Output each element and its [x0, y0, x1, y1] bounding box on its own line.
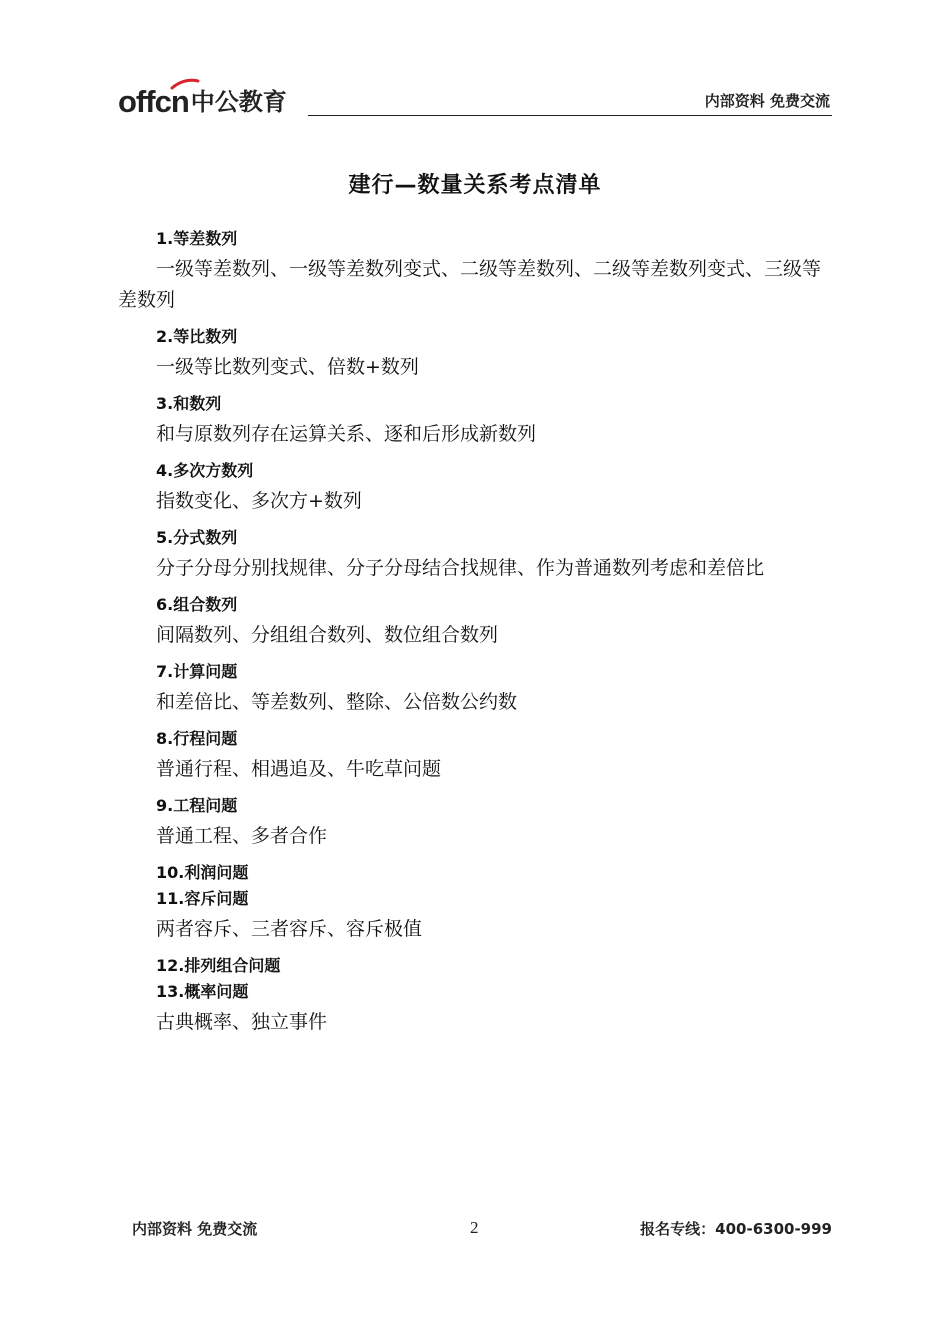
section-title: 8.行程问题 — [156, 729, 238, 748]
section-description: 普通行程、相遇追及、牛吃草问题 — [156, 758, 442, 780]
section-description: 普通工程、多者合作 — [156, 825, 328, 847]
page-number: 2 — [470, 1218, 479, 1237]
section-title: 12.排列组合问题 — [156, 956, 281, 975]
logo-latin-text: offcn — [118, 84, 189, 119]
section-description: 古典概率、独立事件 — [156, 1011, 328, 1033]
section-title: 9.工程问题 — [156, 796, 238, 815]
offcn-logo — [118, 78, 287, 118]
section-title: 7.计算问题 — [156, 662, 238, 681]
section-title: 11.容斥问题 — [156, 889, 249, 908]
section-description: 一级等比数列变式、倍数+数列 — [156, 356, 419, 378]
section-description: 一级等差数列、一级等差数列变式、二级等差数列、二级等差数列变式、三级等差数列 — [118, 258, 822, 311]
page-header — [118, 78, 832, 118]
logo-swoosh-icon — [170, 78, 200, 90]
section-description: 两者容斥、三者容斥、容斥极值 — [156, 918, 423, 940]
section-list — [118, 228, 832, 1048]
document-title: 建行—数量关系考点清单 — [348, 173, 602, 198]
section-title: 2.等比数列 — [156, 327, 238, 346]
logo-chinese-text: 中公教育 — [190, 88, 287, 116]
section-title: 5.分式数列 — [156, 528, 238, 547]
section-description: 分子分母分别找规律、分子分母结合找规律、作为普通数列考虑和差倍比 — [156, 557, 765, 579]
section-title: 6.组合数列 — [156, 595, 238, 614]
page-footer — [0, 1218, 950, 1242]
registration-hotline: 报名专线：400-6300-999 — [640, 1220, 832, 1238]
header-rule — [308, 115, 832, 116]
section-title: 13.概率问题 — [156, 982, 249, 1001]
footer-note: 内部资料 免费交流 — [132, 1220, 258, 1238]
section-description: 和差倍比、等差数列、整除、公倍数公约数 — [156, 691, 518, 713]
section-title: 4.多次方数列 — [156, 461, 254, 480]
section-title: 1.等差数列 — [156, 229, 238, 248]
section-description: 指数变化、多次方+数列 — [156, 490, 362, 512]
section-title: 10.利润问题 — [156, 863, 249, 882]
header-note: 内部资料 免费交流 — [704, 92, 830, 110]
section-title: 3.和数列 — [156, 394, 222, 413]
section-description: 间隔数列、分组组合数列、数位组合数列 — [156, 624, 499, 646]
section-description: 和与原数列存在运算关系、逐和后形成新数列 — [156, 423, 537, 445]
